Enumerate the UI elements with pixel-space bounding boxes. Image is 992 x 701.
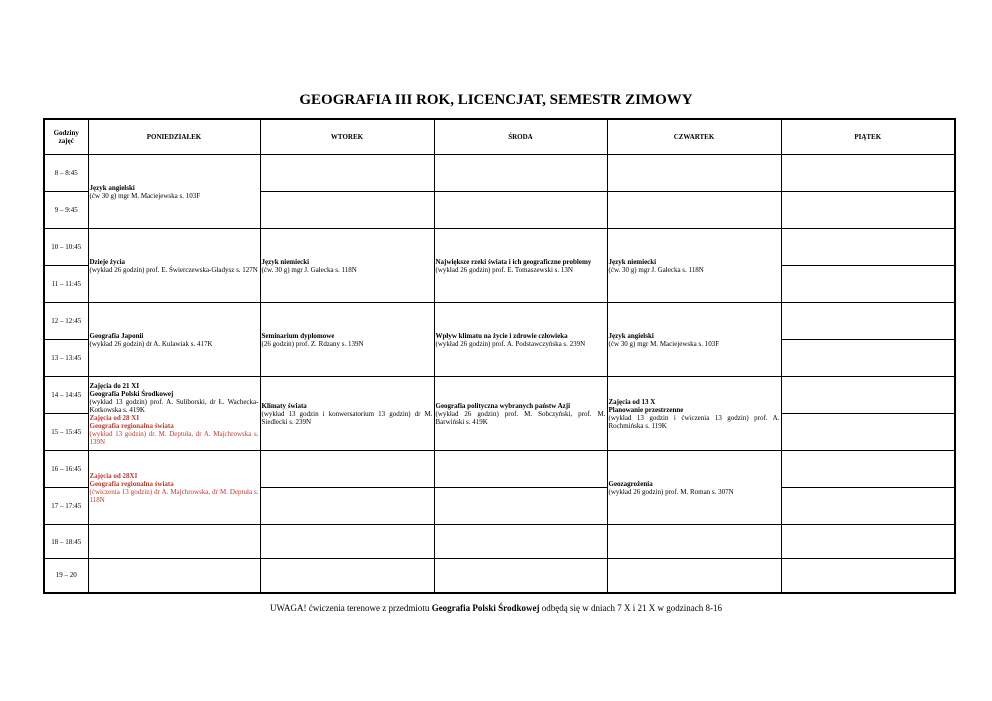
class-name: Geografia polityczna wybranych państw Azji xyxy=(435,401,571,410)
empty-cell xyxy=(781,229,955,266)
time-row xyxy=(44,229,955,266)
page-title: GEOGRAFIA III ROK, LICENCJAT, SEMESTR ZIMOWY xyxy=(299,92,693,108)
class-name: Planowanie przestrzenne xyxy=(608,405,684,414)
class-cell xyxy=(260,303,434,377)
time-row xyxy=(44,377,955,414)
class-cell xyxy=(607,229,781,303)
footer-note xyxy=(0,603,992,613)
class-period: Zajęcia do 21 XI xyxy=(89,381,140,390)
class-cell xyxy=(607,451,781,525)
class-cell xyxy=(88,377,260,451)
empty-cell xyxy=(781,525,955,559)
class-cell xyxy=(607,303,781,377)
class-cell xyxy=(434,377,607,451)
empty-cell xyxy=(781,266,955,303)
class-cell xyxy=(434,303,607,377)
class-detail: (ćw 30 g) mgr M. Maciejewska s. 103F xyxy=(89,191,201,200)
class-cell xyxy=(88,303,260,377)
class-cell xyxy=(607,377,781,451)
empty-cell xyxy=(781,192,955,229)
wednesday-header: ŚRODA xyxy=(434,119,607,155)
class-detail: (26 godzin) prof. Z. Rdzany s. 139N xyxy=(261,339,364,348)
class-detail: (wykład 26 godzin) prof. A. Podstawczyńska s. 239N xyxy=(435,339,586,348)
time-label: 13 – 13:45 xyxy=(44,340,88,377)
time-label: 12 – 12:45 xyxy=(44,303,88,340)
class-detail: (ćwiczenia 13 godzin) dr A. Majchrowska, dr M. Deptuła s. 118N xyxy=(89,487,259,504)
class-detail: (ćw 30 g) mgr M. Maciejewska s. 103F xyxy=(608,339,720,348)
tuesday-header: WTOREK xyxy=(260,119,434,155)
empty-cell xyxy=(607,525,781,559)
timetable xyxy=(43,118,956,594)
empty-cell xyxy=(607,192,781,229)
time-row xyxy=(44,155,955,192)
class-detail: (ćw. 30 g) mgr J. Gałecka s. 118N xyxy=(261,265,357,274)
class-detail: (wykład 26 godzin) prof. M. Sobczyński, prof. M. Barwiński s. 419K xyxy=(435,409,606,426)
class-name: Geografia Japonii xyxy=(89,331,144,340)
time-label: 8 – 8:45 xyxy=(44,155,88,192)
empty-cell xyxy=(781,303,955,340)
empty-cell xyxy=(260,525,434,559)
empty-cell xyxy=(781,340,955,377)
class-detail: (wykład 26 godzin) prof. E. Tomaszewski s. 13N xyxy=(435,265,573,274)
empty-cell xyxy=(260,559,434,593)
class-detail: (wykład 26 godzin) prof. E. Świerczewska-Gładysz s. 127N xyxy=(89,265,258,274)
empty-cell xyxy=(781,559,955,593)
class-detail: (wykład 13 godzin i ćwiczenia 13 godzin) prof. A. Rochmińska s. 119K xyxy=(608,413,780,430)
empty-cell xyxy=(88,525,260,559)
empty-cell xyxy=(434,451,607,488)
class-cell xyxy=(434,229,607,303)
header-row xyxy=(44,119,955,155)
time-label: 16 – 16:45 xyxy=(44,451,88,488)
empty-cell xyxy=(434,192,607,229)
empty-cell xyxy=(260,192,434,229)
empty-cell xyxy=(434,525,607,559)
monday-header: PONIEDZIAŁEK xyxy=(88,119,260,155)
footer-text: UWAGA! ćwiczenia terenowe z przedmiotu xyxy=(270,603,432,613)
time-row xyxy=(44,451,955,488)
class-period: Zajęcia od 28XI xyxy=(89,471,138,480)
empty-cell xyxy=(434,488,607,525)
class-cell xyxy=(260,229,434,303)
class-cell xyxy=(88,451,260,525)
empty-cell xyxy=(260,451,434,488)
class-detail: (wykład 13 godzin) prof. A. Suliborski, dr Ł. Wachecka-Kotkowska s. 419K xyxy=(89,397,259,414)
hours-header: Godziny zajęć xyxy=(44,119,88,155)
footer-text-end: odbędą się w dniach 7 X i 21 X w godzinach 8-16 xyxy=(539,603,722,613)
friday-header: PIĄTEK xyxy=(781,119,955,155)
class-cell xyxy=(260,377,434,451)
class-name: Klimaty świata xyxy=(261,401,307,410)
class-cell xyxy=(88,229,260,303)
time-label: 15 – 15:45 xyxy=(44,414,88,451)
time-label: 11 – 11:45 xyxy=(44,266,88,303)
class-name: Największe rzeki świata i ich geograficzne problemy xyxy=(435,257,592,266)
time-label: 18 – 18:45 xyxy=(44,525,88,559)
class-detail: (wykład 26 godzin) prof. M. Roman s. 307N xyxy=(608,487,734,496)
empty-cell xyxy=(781,451,955,488)
class-name: Geografia regionalna świata xyxy=(89,479,174,488)
empty-cell xyxy=(260,488,434,525)
thursday-header: CZWARTEK xyxy=(607,119,781,155)
class-name: Wpływ klimatu na życie i zdrowie człowieka xyxy=(435,331,568,340)
class-name: Geozagrożenia xyxy=(608,479,653,488)
class-period: Zajęcia od 13 X xyxy=(608,397,656,406)
time-label: 10 – 10:45 xyxy=(44,229,88,266)
time-label: 17 – 17:45 xyxy=(44,488,88,525)
time-label: 9 – 9:45 xyxy=(44,192,88,229)
class-detail: (wykład 13 godzin) dr. M. Deptuła, dr A. Majchrowska s. 139N xyxy=(89,429,259,446)
empty-cell xyxy=(434,559,607,593)
empty-cell xyxy=(781,414,955,451)
class-name: Język angielski xyxy=(89,183,135,192)
time-label: 19 – 20 xyxy=(44,559,88,593)
empty-cell xyxy=(781,155,955,192)
class-detail: (wykład 26 godzin) dr A. Kulawiak s. 417K xyxy=(89,339,213,348)
empty-cell xyxy=(607,559,781,593)
empty-cell xyxy=(434,155,607,192)
empty-cell xyxy=(781,377,955,414)
time-row xyxy=(44,303,955,340)
empty-cell xyxy=(88,559,260,593)
class-name: Język niemiecki xyxy=(261,257,310,266)
empty-cell xyxy=(607,155,781,192)
time-row xyxy=(44,525,955,559)
class-name: Geografia regionalna świata xyxy=(89,421,174,430)
class-name: Język niemiecki xyxy=(608,257,657,266)
footer-subject: Geografia Polski Środkowej xyxy=(431,603,540,613)
class-name: Dzieje życia xyxy=(89,257,126,266)
class-name: Geografia Polski Środkowej xyxy=(89,389,174,398)
class-name: Język angielski xyxy=(608,331,654,340)
time-row xyxy=(44,559,955,593)
time-label: 14 – 14:45 xyxy=(44,377,88,414)
class-cell xyxy=(88,155,260,229)
class-detail: (ćw. 30 g) mgr J. Gałecka s. 118N xyxy=(608,265,704,274)
class-detail: (wykład 13 godzin i konwersatorium 13 godzin) dr M. Siedlecki s. 239N xyxy=(261,409,433,426)
empty-cell xyxy=(260,155,434,192)
class-name: Seminarium dyplomowe xyxy=(261,331,335,340)
class-period: Zajęcia od 28 XI xyxy=(89,413,140,422)
empty-cell xyxy=(781,488,955,525)
